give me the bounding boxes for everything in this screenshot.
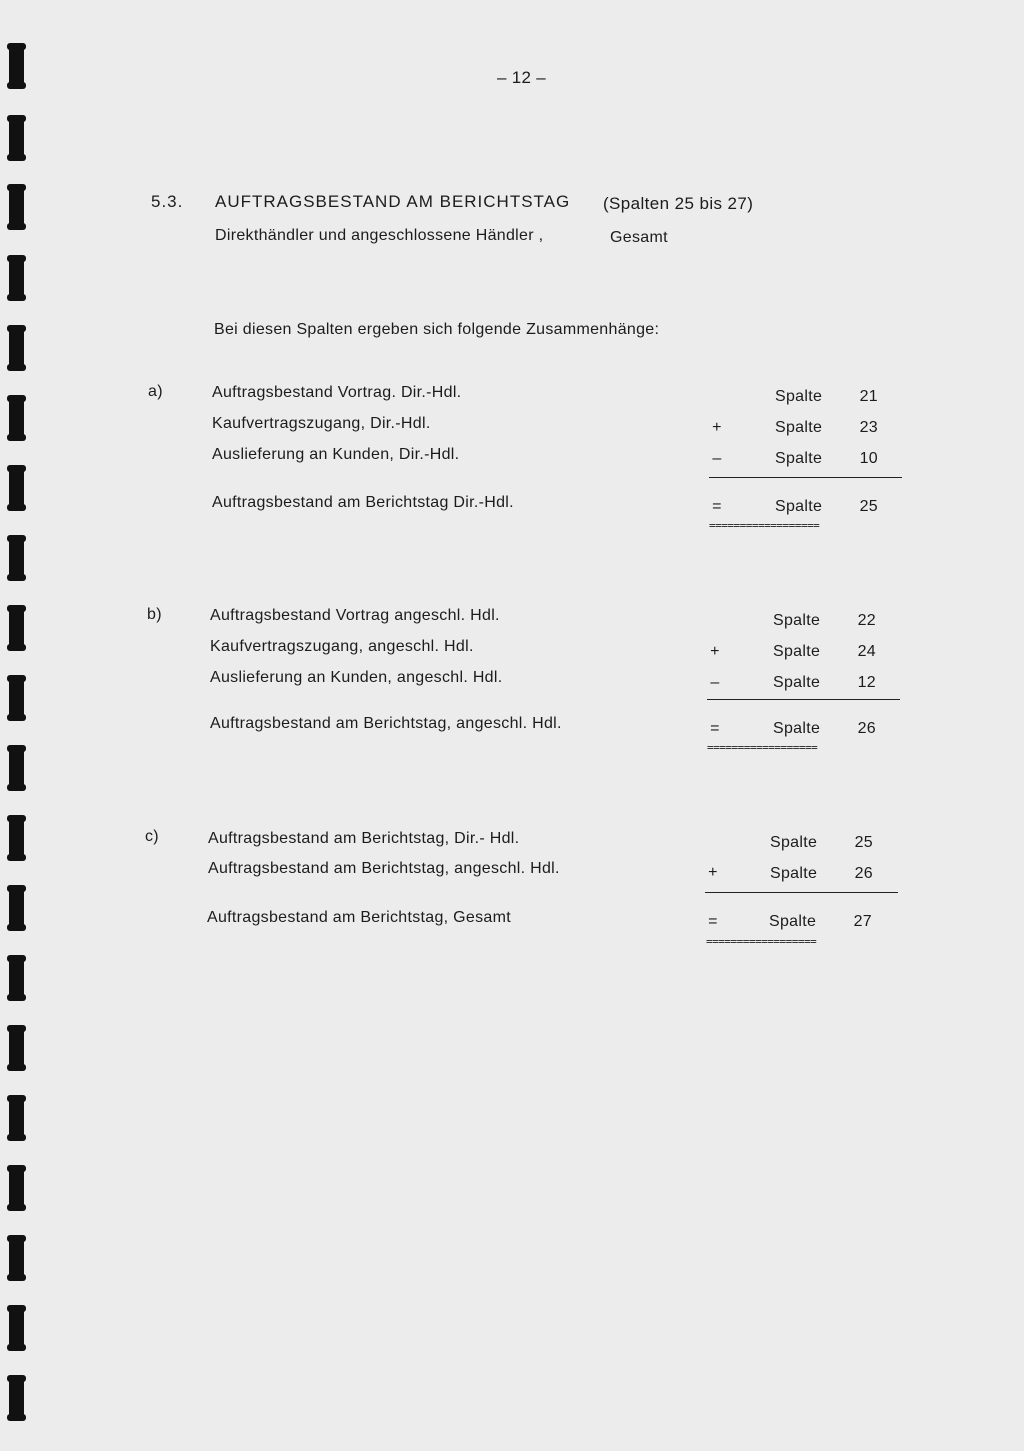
column-word: Spalte — [775, 419, 823, 436]
row-text: Kaufvertragszugang, Dir.-Hdl. — [212, 415, 431, 432]
binding-hole — [9, 396, 24, 440]
binding-hole — [9, 256, 24, 300]
binding-hole — [9, 116, 24, 160]
row-text: Auftragsbestand Vortrag. Dir.-Hdl. — [212, 384, 462, 401]
equals-operator: = — [710, 720, 720, 737]
binding-hole — [9, 956, 24, 1000]
spiral-binding — [6, 30, 32, 1430]
column-word: Spalte — [773, 612, 821, 629]
row-text: Auftragsbestand am Berichtstag, angeschl. Hdl. — [208, 860, 560, 877]
result-text: Auftragsbestand am Berichtstag, Gesamt — [207, 909, 511, 926]
row-text: Auslieferung an Kunden, Dir.-Hdl. — [212, 446, 460, 463]
column-number: 25 — [859, 498, 878, 515]
block-label: b) — [147, 606, 162, 623]
section-number: 5.3. — [151, 192, 184, 211]
column-number: 25 — [854, 834, 873, 851]
binding-hole — [9, 676, 24, 720]
column-number: 24 — [857, 643, 876, 660]
column-word: Spalte — [770, 834, 818, 851]
column-word: Spalte — [775, 450, 823, 467]
binding-hole — [9, 185, 24, 229]
minus-operator: – — [710, 674, 720, 691]
section-subtitle-total: Gesamt — [610, 229, 668, 246]
column-word: Spalte — [770, 865, 818, 882]
column-number: 21 — [859, 388, 878, 405]
binding-hole — [9, 466, 24, 510]
column-word: Spalte — [773, 720, 821, 737]
binding-hole — [9, 1026, 24, 1070]
column-number: 26 — [857, 720, 876, 737]
equals-operator: = — [712, 498, 722, 515]
column-number: 10 — [859, 450, 878, 467]
row-text: Auslieferung an Kunden, angeschl. Hdl. — [210, 669, 503, 686]
section-title-suffix: (Spalten 25 bis 27) — [603, 194, 754, 213]
binding-hole — [9, 1376, 24, 1420]
intro-text: Bei diesen Spalten ergeben sich folgende Zusammenhänge: — [214, 321, 660, 338]
sum-rule — [707, 699, 900, 700]
plus-operator: + — [710, 643, 720, 660]
equals-operator: = — [708, 913, 718, 930]
binding-hole — [9, 606, 24, 650]
binding-hole — [9, 1096, 24, 1140]
double-underline: ================== — [709, 519, 820, 532]
column-word: Spalte — [773, 643, 821, 660]
page-number: – 12 – — [497, 68, 547, 87]
row-text: Auftragsbestand am Berichtstag, Dir.- Hdl. — [208, 830, 520, 847]
binding-hole — [9, 536, 24, 580]
column-word: Spalte — [773, 674, 821, 691]
row-text: Auftragsbestand Vortrag angeschl. Hdl. — [210, 607, 500, 624]
column-word: Spalte — [769, 913, 817, 930]
block-label: c) — [145, 828, 159, 845]
binding-hole — [9, 1236, 24, 1280]
result-text: Auftragsbestand am Berichtstag, angeschl. Hdl. — [210, 715, 562, 732]
minus-operator: – — [712, 450, 722, 467]
plus-operator: + — [708, 864, 718, 881]
double-underline: ================== — [706, 935, 817, 948]
binding-hole — [9, 326, 24, 370]
double-underline: ================== — [707, 741, 818, 754]
column-number: 22 — [857, 612, 876, 629]
binding-hole — [9, 1306, 24, 1350]
result-text: Auftragsbestand am Berichtstag Dir.-Hdl. — [212, 494, 514, 511]
section-subtitle: Direkthändler und angeschlossene Händler , — [215, 227, 544, 244]
column-number: 23 — [859, 419, 878, 436]
section-title: AUFTRAGSBESTAND AM BERICHTSTAG — [215, 192, 571, 211]
binding-hole — [9, 886, 24, 930]
column-number: 27 — [853, 913, 872, 930]
sum-rule — [709, 477, 902, 478]
binding-hole — [9, 816, 24, 860]
block-label: a) — [148, 383, 163, 400]
column-number: 12 — [857, 674, 876, 691]
sum-rule — [705, 892, 898, 893]
binding-hole — [9, 746, 24, 790]
plus-operator: + — [712, 419, 722, 436]
column-word: Spalte — [775, 388, 823, 405]
column-number: 26 — [854, 865, 873, 882]
binding-hole — [9, 1166, 24, 1210]
binding-hole — [9, 44, 24, 88]
column-word: Spalte — [775, 498, 823, 515]
row-text: Kaufvertragszugang, angeschl. Hdl. — [210, 638, 474, 655]
